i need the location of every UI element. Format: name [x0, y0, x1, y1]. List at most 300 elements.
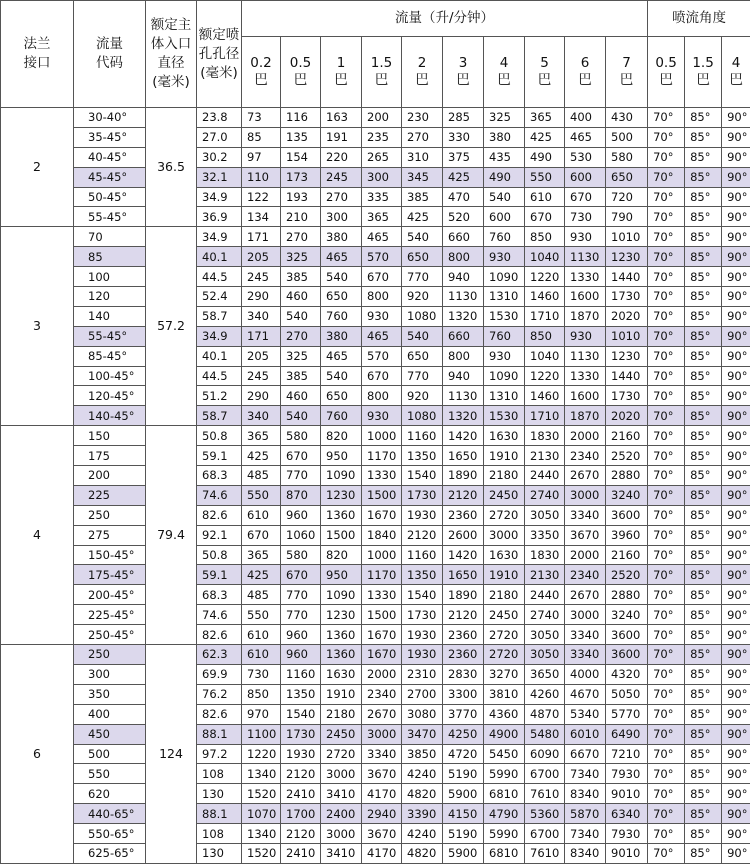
flow-code-cell: 625-65° [74, 843, 146, 863]
flow-cell: 380 [321, 326, 362, 346]
flow-cell: 850 [242, 684, 281, 704]
flow-cell: 570 [362, 346, 402, 366]
flow-cell: 375 [443, 147, 484, 167]
flow-cell: 465 [362, 326, 402, 346]
angle-cell: 90° [722, 326, 750, 346]
table-row [1, 824, 750, 844]
angle-cell: 90° [722, 108, 750, 128]
header-flow-pressure-value: 6 [565, 55, 605, 72]
nozzle-diameter-cell: 34.9 [197, 326, 242, 346]
flow-cell: 335 [362, 187, 402, 207]
flow-code-cell: 140 [74, 306, 146, 326]
angle-cell: 70° [648, 287, 685, 307]
header-flow-pressure-value: 3 [443, 55, 483, 72]
angle-cell: 70° [648, 605, 685, 625]
nozzle-diameter-cell: 82.6 [197, 704, 242, 724]
flow-cell: 1730 [606, 287, 648, 307]
flow-cell: 1930 [281, 744, 321, 764]
table-row [1, 684, 750, 704]
header-angle-pressure-2 [722, 37, 750, 108]
flow-code-cell: 275 [74, 525, 146, 545]
flow-cell: 6090 [525, 744, 565, 764]
flow-cell: 580 [281, 545, 321, 565]
angle-cell: 85° [685, 466, 722, 486]
flow-cell: 3670 [362, 764, 402, 784]
angle-cell: 70° [648, 784, 685, 804]
header-flow-pressure-6 [484, 37, 525, 108]
flow-cell: 2360 [443, 645, 484, 665]
flow-cell: 650 [321, 287, 362, 307]
flow-cell: 1330 [362, 466, 402, 486]
flow-cell: 3960 [606, 525, 648, 545]
flow-cell: 2520 [606, 565, 648, 585]
flow-cell: 2340 [565, 446, 606, 466]
nozzle-diameter-cell: 51.2 [197, 386, 242, 406]
flow-cell: 1230 [321, 485, 362, 505]
flow-cell: 2450 [484, 605, 525, 625]
flow-cell: 210 [281, 207, 321, 227]
flow-cell: 1360 [321, 505, 362, 525]
flow-cell: 460 [281, 287, 321, 307]
table-row [1, 585, 750, 605]
flow-cell: 770 [281, 585, 321, 605]
flow-cell: 920 [402, 386, 443, 406]
angle-cell: 90° [722, 306, 750, 326]
nozzle-diameter-cell: 44.5 [197, 267, 242, 287]
flow-cell: 1630 [321, 664, 362, 684]
flow-cell: 2670 [565, 585, 606, 605]
flow-cell: 1010 [606, 227, 648, 247]
nozzle-diameter-cell: 52.4 [197, 287, 242, 307]
flow-cell: 1170 [362, 565, 402, 585]
angle-cell: 90° [722, 346, 750, 366]
flow-code-cell: 175 [74, 446, 146, 466]
angle-cell: 90° [722, 684, 750, 704]
angle-cell: 85° [685, 764, 722, 784]
flow-cell: 730 [565, 207, 606, 227]
header-angle-pressure-value: 1.5 [685, 55, 721, 72]
flow-code-cell: 200-45° [74, 585, 146, 605]
angle-cell: 90° [722, 466, 750, 486]
flow-cell: 540 [402, 227, 443, 247]
flow-cell: 380 [484, 127, 525, 147]
flow-cell: 500 [606, 127, 648, 147]
flow-cell: 2720 [484, 505, 525, 525]
flow-cell: 2670 [362, 704, 402, 724]
flow-cell: 580 [281, 426, 321, 446]
flow-cell: 2160 [606, 426, 648, 446]
flow-cell: 1540 [281, 704, 321, 724]
header-flange [1, 1, 74, 108]
flow-cell: 1520 [242, 843, 281, 863]
flow-code-cell: 50-45° [74, 187, 146, 207]
flow-cell: 870 [281, 485, 321, 505]
angle-cell: 85° [685, 724, 722, 744]
flow-cell: 425 [402, 207, 443, 227]
flow-cell: 1530 [484, 406, 525, 426]
angle-cell: 90° [722, 147, 750, 167]
flow-cell: 1460 [525, 386, 565, 406]
flow-cell: 245 [242, 366, 281, 386]
flow-cell: 7610 [525, 784, 565, 804]
flow-cell: 1730 [402, 485, 443, 505]
header-angle-group: 喷流角度 [648, 1, 750, 37]
flow-cell: 365 [242, 545, 281, 565]
flow-cell: 191 [321, 127, 362, 147]
flow-cell: 800 [362, 386, 402, 406]
flow-cell: 110 [242, 167, 281, 187]
flange-cell: 2 [1, 108, 74, 227]
angle-cell: 70° [648, 147, 685, 167]
flow-cell: 850 [525, 227, 565, 247]
nozzle-diameter-cell: 34.9 [197, 187, 242, 207]
flow-cell: 3470 [402, 724, 443, 744]
header-rated-nozzle [197, 1, 242, 108]
flow-cell: 385 [281, 366, 321, 386]
flow-cell: 600 [484, 207, 525, 227]
flow-cell: 1600 [565, 386, 606, 406]
table-row [1, 306, 750, 326]
flow-cell: 760 [484, 326, 525, 346]
table-row [1, 664, 750, 684]
flow-cell: 730 [242, 664, 281, 684]
flow-cell: 3240 [606, 485, 648, 505]
flow-cell: 7340 [565, 764, 606, 784]
angle-cell: 85° [685, 426, 722, 446]
header-flow-code [74, 1, 146, 108]
header-angle-pressure-value: 0.5 [648, 55, 684, 72]
nozzle-diameter-cell: 74.6 [197, 605, 242, 625]
angle-cell: 90° [722, 843, 750, 863]
header-rated-inlet [146, 1, 197, 108]
angle-cell: 85° [685, 485, 722, 505]
angle-cell: 70° [648, 764, 685, 784]
flow-cell: 163 [321, 108, 362, 128]
flow-cell: 4000 [565, 664, 606, 684]
angle-cell: 70° [648, 804, 685, 824]
flow-cell: 235 [362, 127, 402, 147]
table-row [1, 625, 750, 645]
flow-cell: 2440 [525, 466, 565, 486]
flow-code-cell: 150-45° [74, 545, 146, 565]
angle-cell: 85° [685, 684, 722, 704]
angle-cell: 90° [722, 625, 750, 645]
flow-cell: 3670 [362, 824, 402, 844]
nozzle-diameter-cell: 68.3 [197, 585, 242, 605]
flow-cell: 2450 [321, 724, 362, 744]
flow-cell: 1330 [362, 585, 402, 605]
flow-cell: 4820 [402, 784, 443, 804]
flow-cell: 1930 [402, 625, 443, 645]
flow-cell: 270 [281, 326, 321, 346]
flow-cell: 1350 [281, 684, 321, 704]
angle-cell: 85° [685, 784, 722, 804]
angle-cell: 85° [685, 207, 722, 227]
flow-cell: 2000 [565, 545, 606, 565]
flow-cell: 290 [242, 386, 281, 406]
flow-cell: 1870 [565, 406, 606, 426]
flow-cell: 820 [321, 545, 362, 565]
angle-cell: 85° [685, 406, 722, 426]
flow-cell: 3000 [484, 525, 525, 545]
flow-cell: 770 [281, 605, 321, 625]
angle-cell: 90° [722, 207, 750, 227]
header-flow-pressure-1 [281, 37, 321, 108]
nozzle-diameter-cell: 23.8 [197, 108, 242, 128]
table-row [1, 167, 750, 187]
header-flow-pressure-7 [525, 37, 565, 108]
flow-cell: 1910 [321, 684, 362, 704]
flow-code-cell: 550-65° [74, 824, 146, 844]
flow-cell: 1340 [242, 764, 281, 784]
flow-code-cell: 100 [74, 267, 146, 287]
flow-cell: 340 [242, 306, 281, 326]
flow-cell: 3270 [484, 664, 525, 684]
flow-code-cell: 250-45° [74, 625, 146, 645]
table-row [1, 525, 750, 545]
flow-cell: 950 [321, 446, 362, 466]
angle-cell: 85° [685, 704, 722, 724]
flow-cell: 7930 [606, 824, 648, 844]
angle-cell: 85° [685, 346, 722, 366]
angle-cell: 70° [648, 406, 685, 426]
flow-cell: 3600 [606, 505, 648, 525]
angle-cell: 70° [648, 207, 685, 227]
flow-cell: 465 [321, 247, 362, 267]
flow-cell: 2410 [281, 843, 321, 863]
angle-cell: 85° [685, 167, 722, 187]
flow-cell: 365 [525, 108, 565, 128]
table-row [1, 108, 750, 128]
angle-cell: 90° [722, 804, 750, 824]
flow-cell: 2440 [525, 585, 565, 605]
flow-cell: 285 [443, 108, 484, 128]
flow-cell: 720 [606, 187, 648, 207]
flow-cell: 1080 [402, 306, 443, 326]
header-flow-pressure-8 [565, 37, 606, 108]
angle-cell: 70° [648, 724, 685, 744]
angle-cell: 70° [648, 704, 685, 724]
inlet-diameter-cell: 36.5 [146, 108, 197, 227]
flow-cell: 550 [242, 485, 281, 505]
flow-cell: 1730 [402, 605, 443, 625]
flow-cell: 3050 [525, 505, 565, 525]
flow-cell: 3350 [525, 525, 565, 545]
flow-cell: 2830 [443, 664, 484, 684]
flow-cell: 6340 [606, 804, 648, 824]
nozzle-diameter-cell: 82.6 [197, 625, 242, 645]
angle-cell: 70° [648, 386, 685, 406]
flow-cell: 930 [362, 406, 402, 426]
flow-code-cell: 225-45° [74, 605, 146, 625]
header-rated-inlet-label: 额定主体入口直径(毫米) [149, 16, 193, 92]
flow-cell: 5050 [606, 684, 648, 704]
flow-cell: 2180 [484, 466, 525, 486]
nozzle-diameter-cell: 58.7 [197, 306, 242, 326]
flow-cell: 3000 [362, 724, 402, 744]
flow-cell: 200 [362, 108, 402, 128]
flow-cell: 2410 [281, 784, 321, 804]
header-angle-pressure-unit: 巴 [722, 72, 750, 89]
flow-cell: 3000 [565, 605, 606, 625]
header-flow-pressure-4 [402, 37, 443, 108]
angle-cell: 85° [685, 267, 722, 287]
nozzle-diameter-cell: 40.1 [197, 247, 242, 267]
flow-code-cell: 400 [74, 704, 146, 724]
flow-cell: 1830 [525, 426, 565, 446]
angle-cell: 90° [722, 565, 750, 585]
table-row [1, 466, 750, 486]
flow-cell: 960 [281, 645, 321, 665]
flow-code-cell: 140-45° [74, 406, 146, 426]
flow-cell: 4250 [443, 724, 484, 744]
angle-cell: 90° [722, 744, 750, 764]
flow-cell: 3850 [402, 744, 443, 764]
flow-cell: 670 [362, 366, 402, 386]
flow-cell: 385 [402, 187, 443, 207]
flow-cell: 5360 [525, 804, 565, 824]
header-flow-pressure-unit: 巴 [443, 72, 483, 89]
nozzle-diameter-cell: 36.9 [197, 207, 242, 227]
nozzle-diameter-cell: 32.1 [197, 167, 242, 187]
flow-cell: 1670 [362, 505, 402, 525]
flow-cell: 1650 [443, 446, 484, 466]
flow-cell: 325 [281, 346, 321, 366]
header-flow-pressure-unit: 巴 [281, 72, 320, 89]
flow-cell: 1090 [321, 466, 362, 486]
angle-cell: 70° [648, 346, 685, 366]
flow-cell: 540 [281, 306, 321, 326]
nozzle-diameter-cell: 69.9 [197, 664, 242, 684]
header-angle-pressure-value: 4 [722, 55, 750, 72]
flow-cell: 2450 [484, 485, 525, 505]
flow-cell: 1910 [484, 565, 525, 585]
flow-cell: 73 [242, 108, 281, 128]
flow-cell: 3050 [525, 625, 565, 645]
flow-cell: 540 [484, 187, 525, 207]
table-row [1, 406, 750, 426]
flow-cell: 3670 [565, 525, 606, 545]
flow-cell: 5870 [565, 804, 606, 824]
angle-cell: 90° [722, 287, 750, 307]
flow-cell: 2670 [565, 466, 606, 486]
header-flow-pressure-0 [242, 37, 281, 108]
flow-cell: 4240 [402, 764, 443, 784]
angle-cell: 70° [648, 843, 685, 863]
flow-cell: 930 [565, 326, 606, 346]
flow-cell: 245 [242, 267, 281, 287]
flow-code-cell: 120-45° [74, 386, 146, 406]
flow-cell: 2120 [402, 525, 443, 545]
header-flow-pressure-9 [606, 37, 648, 108]
flow-cell: 485 [242, 466, 281, 486]
flow-cell: 1420 [443, 426, 484, 446]
flow-cell: 1630 [484, 545, 525, 565]
flow-cell: 1650 [443, 565, 484, 585]
flow-cell: 465 [362, 227, 402, 247]
flow-cell: 950 [321, 565, 362, 585]
flow-code-cell: 200 [74, 466, 146, 486]
flow-cell: 265 [362, 147, 402, 167]
flow-cell: 4150 [443, 804, 484, 824]
flow-cell: 940 [443, 366, 484, 386]
flow-cell: 570 [362, 247, 402, 267]
angle-cell: 70° [648, 585, 685, 605]
angle-cell: 70° [648, 227, 685, 247]
flow-cell: 2000 [362, 664, 402, 684]
flow-cell: 1930 [402, 505, 443, 525]
flow-cell: 1710 [525, 306, 565, 326]
flow-cell: 345 [402, 167, 443, 187]
flow-cell: 2160 [606, 545, 648, 565]
header-angle-pressure-0 [648, 37, 685, 108]
angle-cell: 90° [722, 227, 750, 247]
nozzle-diameter-cell: 88.1 [197, 804, 242, 824]
flow-cell: 5190 [443, 764, 484, 784]
flow-cell: 400 [565, 108, 606, 128]
header-flow-pressure-5 [443, 37, 484, 108]
angle-cell: 70° [648, 267, 685, 287]
flow-cell: 2940 [362, 804, 402, 824]
flow-cell: 3340 [362, 744, 402, 764]
flow-cell: 1010 [606, 326, 648, 346]
header-flow-pressure-unit: 巴 [242, 72, 280, 89]
angle-cell: 90° [722, 824, 750, 844]
flow-code-cell: 250 [74, 645, 146, 665]
flow-cell: 300 [321, 207, 362, 227]
flow-cell: 230 [402, 108, 443, 128]
flow-cell: 1420 [443, 545, 484, 565]
flow-cell: 4360 [484, 704, 525, 724]
flow-cell: 540 [321, 267, 362, 287]
flow-cell: 1170 [362, 446, 402, 466]
table-row [1, 724, 750, 744]
flow-cell: 5450 [484, 744, 525, 764]
flow-cell: 1710 [525, 406, 565, 426]
flow-code-cell: 175-45° [74, 565, 146, 585]
angle-cell: 70° [648, 565, 685, 585]
flow-cell: 1700 [281, 804, 321, 824]
flow-cell: 800 [362, 287, 402, 307]
flow-cell: 385 [281, 267, 321, 287]
flow-cell: 5990 [484, 824, 525, 844]
nozzle-diameter-cell: 88.1 [197, 724, 242, 744]
flow-cell: 485 [242, 585, 281, 605]
angle-cell: 70° [648, 744, 685, 764]
header-flow-pressure-value: 7 [606, 55, 647, 72]
flow-cell: 425 [443, 167, 484, 187]
flow-cell: 6700 [525, 824, 565, 844]
flow-cell: 1160 [281, 664, 321, 684]
flow-cell: 1060 [281, 525, 321, 545]
angle-cell: 85° [685, 625, 722, 645]
flow-cell: 1910 [484, 446, 525, 466]
flow-cell: 930 [484, 247, 525, 267]
flow-cell: 4670 [565, 684, 606, 704]
flow-cell: 3810 [484, 684, 525, 704]
table-row [1, 127, 750, 147]
flow-cell: 290 [242, 287, 281, 307]
flow-cell: 2120 [281, 764, 321, 784]
flow-code-cell: 440-65° [74, 804, 146, 824]
flow-cell: 1540 [402, 466, 443, 486]
flow-cell: 4720 [443, 744, 484, 764]
flow-cell: 205 [242, 346, 281, 366]
flow-cell: 1100 [242, 724, 281, 744]
flow-code-cell: 70 [74, 227, 146, 247]
header-flow-pressure-3 [362, 37, 402, 108]
flow-cell: 3410 [321, 843, 362, 863]
